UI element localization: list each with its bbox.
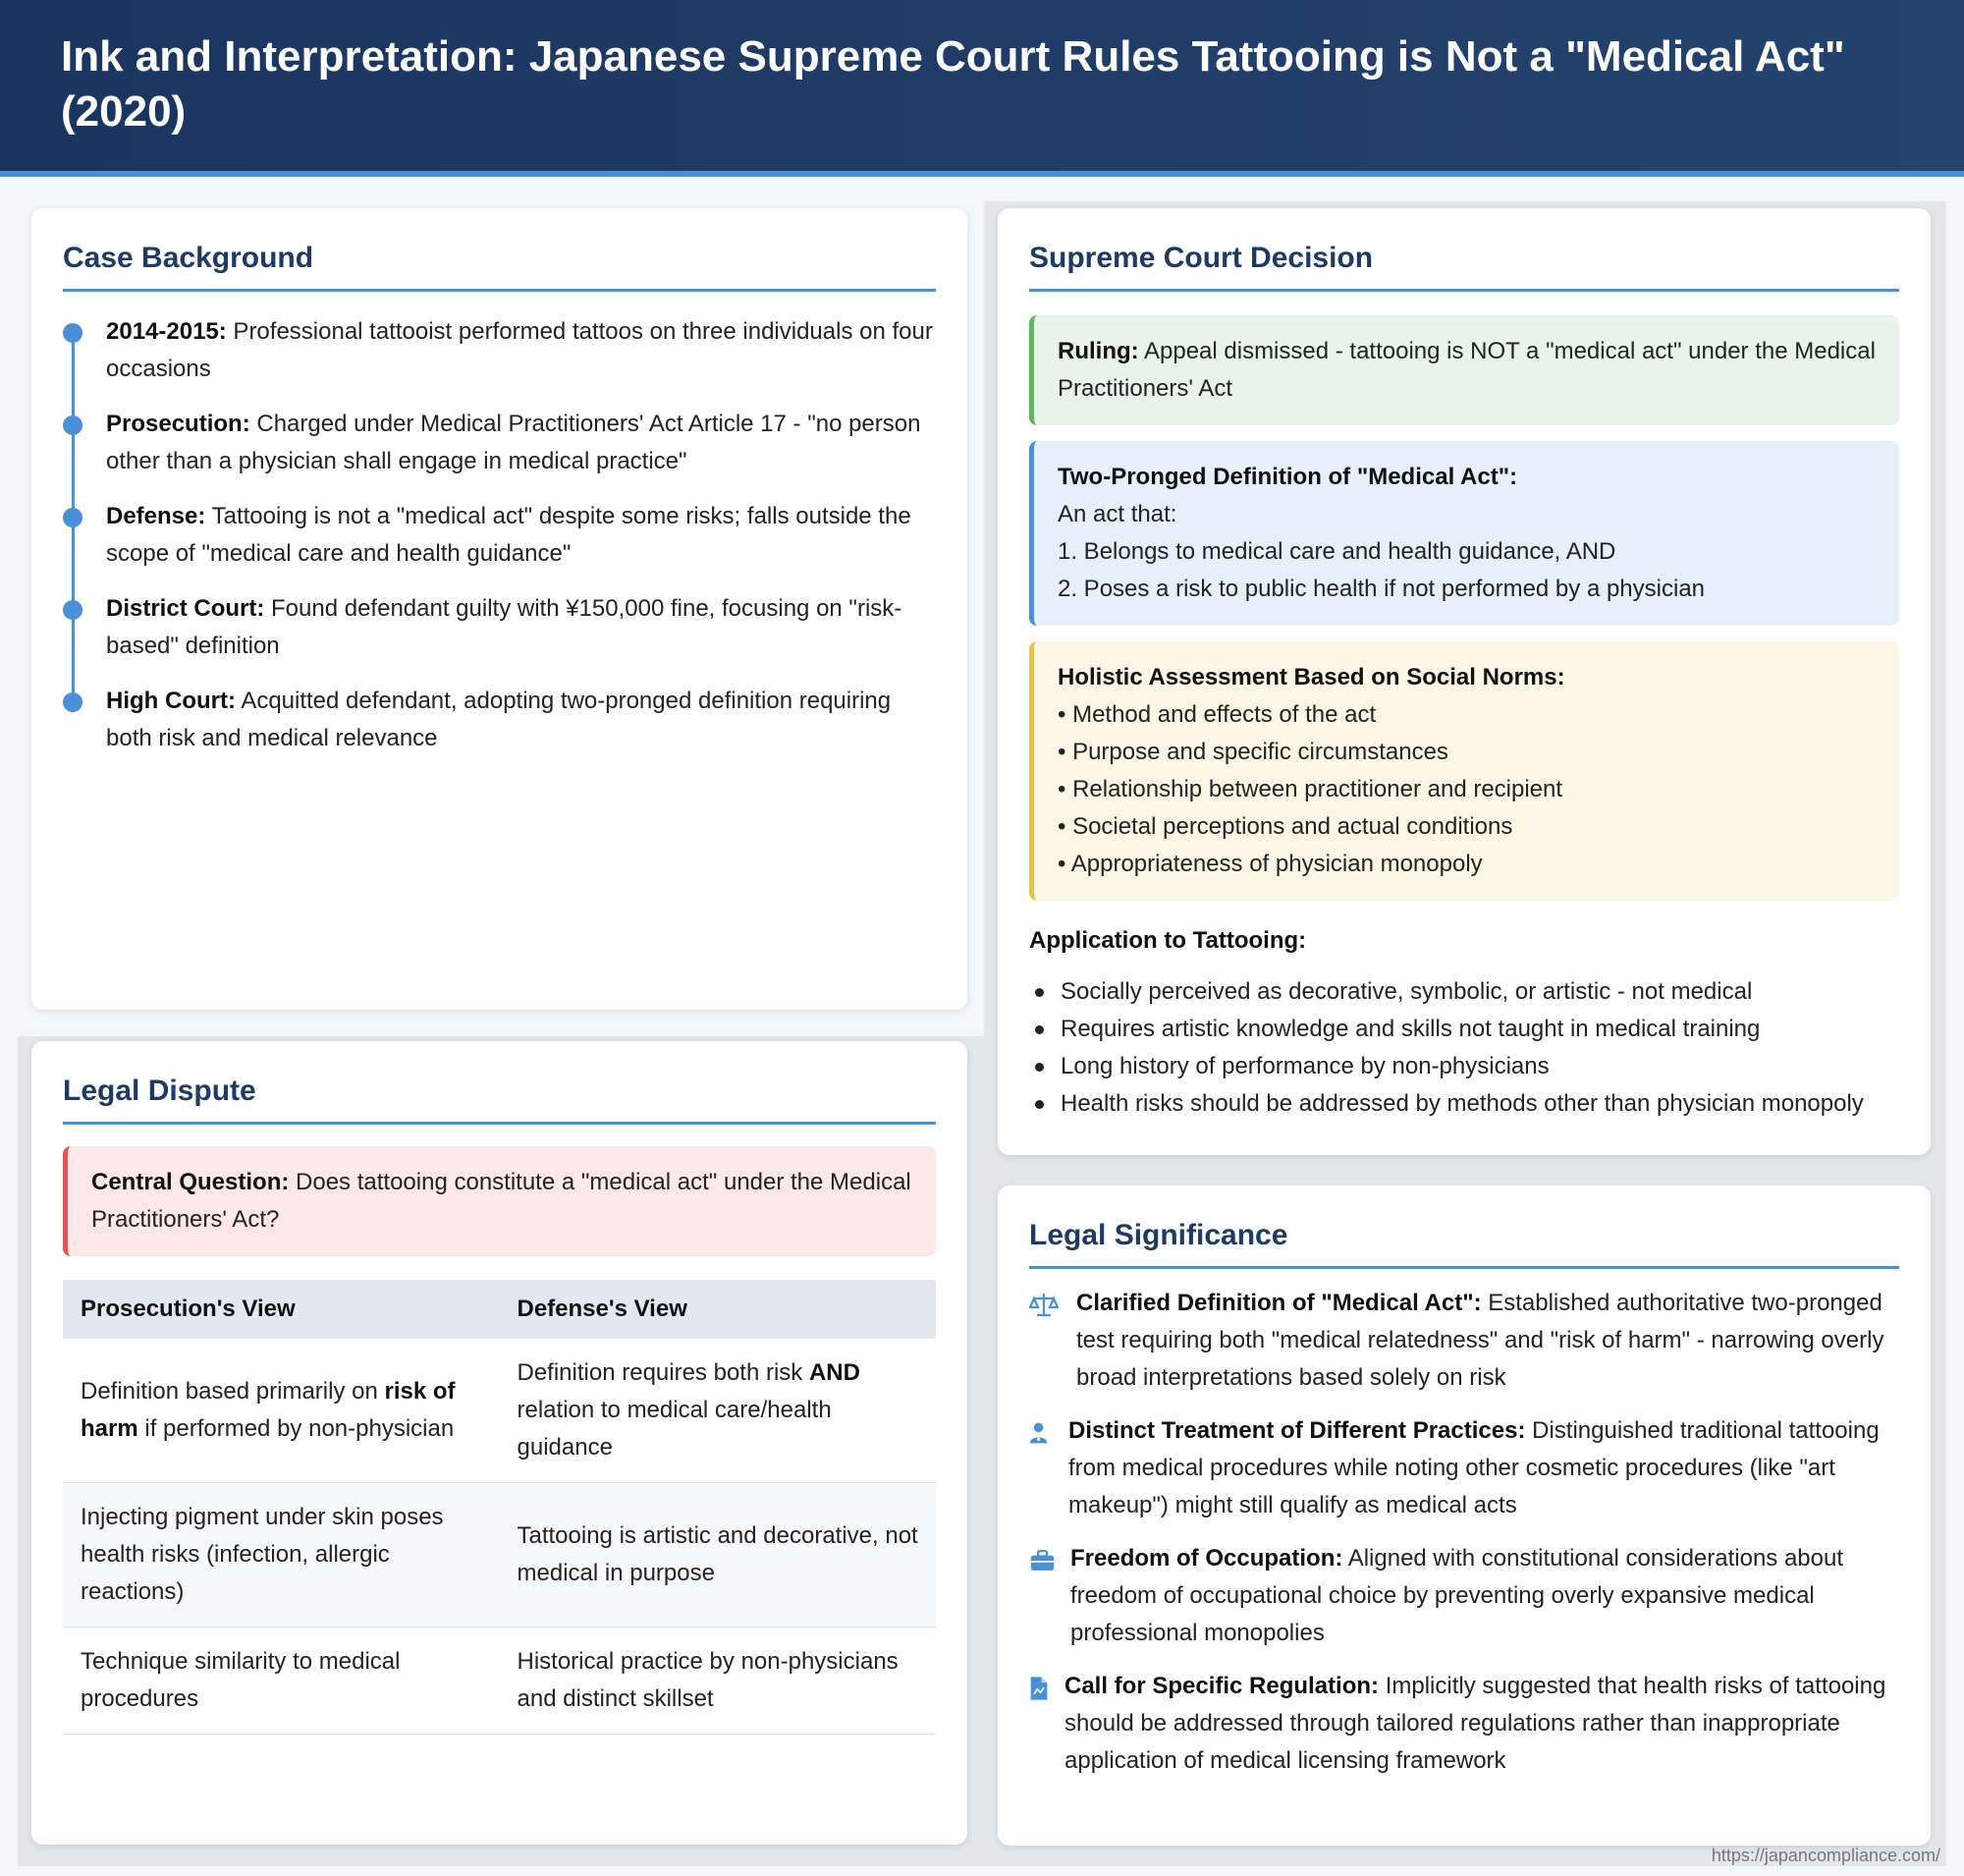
legal-dispute-card <box>31 1041 967 1845</box>
timeline-dot <box>63 600 82 620</box>
timeline-item <box>63 498 936 573</box>
user-doctor-icon <box>1029 1418 1053 1448</box>
significance-text: Aligned with constitutional considerations about freedom of occupational choice by preventing overly expansive medical professional monopolies <box>1070 1545 1844 1646</box>
significance-item <box>1029 1540 1899 1652</box>
prosecution-cell: Definition based primarily on risk of harm if performed by non-physician <box>63 1339 500 1483</box>
table-row <box>63 1483 936 1628</box>
definition-line: 2. Poses a risk to public health if not performed by a physician <box>1058 576 1706 602</box>
timeline-item <box>63 590 936 665</box>
timeline-text: Tattooing is not a "medical act" despite some risks; falls outside the scope of "medical care and health guidance" <box>106 503 911 567</box>
definition-line: An act that: <box>1058 501 1177 527</box>
source-url[interactable]: https://japancompliance.com/ <box>1711 1846 1940 1865</box>
significance-item <box>1029 1285 1899 1397</box>
defense-cell: Tattooing is artistic and decorative, not medical in purpose <box>500 1483 937 1628</box>
decision-card <box>998 208 1931 1155</box>
timeline-label: High Court: <box>106 688 236 714</box>
significance-label: Freedom of Occupation: <box>1070 1545 1343 1572</box>
significance-text: Implicitly suggested that health risks of tattooing should be addressed through tailored regulations rather than inappropriate application of medical licensing framework <box>1064 1673 1886 1774</box>
balance-scale-icon <box>1029 1291 1059 1320</box>
definition-title: Two-Pronged Definition of "Medical Act": <box>1058 464 1518 490</box>
timeline-label: Prosecution: <box>106 411 250 437</box>
central-question-label: Central Question: <box>91 1169 290 1195</box>
timeline-label: Defense: <box>106 503 206 529</box>
holistic-item: • Appropriateness of physician monopoly <box>1058 851 1483 877</box>
prosecution-header: Prosecution's View <box>63 1280 500 1339</box>
page-title: Ink and Interpretation: Japanese Supreme Court Rules Tattooing is Not a "Medical Act" (2020) <box>61 32 1845 136</box>
significance-label: Clarified Definition of "Medical Act": <box>1076 1290 1482 1316</box>
holistic-item: • Purpose and specific circumstances <box>1058 739 1448 765</box>
timeline-dot <box>63 323 82 343</box>
case-background-title: Case Background <box>63 208 936 292</box>
timeline-label: 2014-2015: <box>106 318 227 345</box>
timeline-text: Acquitted defendant, adopting two-pronged definition requiring both risk and medical relevance <box>106 688 892 751</box>
legal-dispute-title: Legal Dispute <box>63 1041 936 1125</box>
timeline-dot <box>63 692 82 712</box>
timeline-dot <box>63 508 82 527</box>
prosecution-cell: Technique similarity to medical procedures <box>63 1628 500 1735</box>
application-list <box>1029 973 1899 1123</box>
definition-line: 1. Belongs to medical care and health guidance, AND <box>1058 538 1616 565</box>
timeline-item <box>63 683 936 757</box>
defense-cell: Definition requires both risk AND relation to medical care/health guidance <box>500 1339 937 1483</box>
table-row <box>63 1628 936 1735</box>
document-icon <box>1029 1674 1049 1703</box>
list-item: Requires artistic knowledge and skills not taught in medical training <box>1029 1011 1899 1048</box>
briefcase-icon <box>1029 1546 1056 1575</box>
prosecution-cell: Injecting pigment under skin poses health risks (infection, allergic reactions) <box>63 1483 500 1628</box>
timeline-text: Professional tattooist performed tattoos on three individuals on four occasions <box>106 318 933 382</box>
decision-title: Supreme Court Decision <box>1029 208 1899 292</box>
significance-card <box>998 1186 1931 1846</box>
timeline-dot <box>63 415 82 435</box>
significance-title: Legal Significance <box>1029 1186 1899 1269</box>
significance-item <box>1029 1668 1899 1780</box>
central-question-text: Does tattooing constitute a "medical act" under the Medical Practitioners' Act? <box>91 1169 911 1233</box>
significance-label: Distinct Treatment of Different Practices: <box>1068 1417 1526 1444</box>
page-header <box>0 0 1964 177</box>
list-item: Socially perceived as decorative, symbolic, or artistic - not medical <box>1029 973 1899 1011</box>
timeline-item <box>63 406 936 480</box>
list-item: Long history of performance by non-physicians <box>1029 1048 1899 1085</box>
application-title: Application to Tattooing: <box>1029 927 1307 954</box>
ruling-text: Appeal dismissed - tattooing is NOT a "medical act" under the Medical Practitioners' Act <box>1058 338 1876 402</box>
significance-item <box>1029 1412 1899 1524</box>
timeline-label: District Court: <box>106 595 265 622</box>
holistic-item: • Method and effects of the act <box>1058 701 1377 728</box>
ruling-box <box>1029 315 1899 425</box>
list-item: Health risks should be addressed by methods other than physician monopoly <box>1029 1085 1899 1123</box>
definition-box <box>1029 441 1899 626</box>
significance-text: Distinguished traditional tattooing from medical procedures while noting other cosmetic procedures (like "art makeup") might still qualify as medical acts <box>1068 1417 1880 1518</box>
significance-text: Established authoritative two-pronged test requiring both "medical relatedness" and "risk of harm" - narrowing overly broad interpretations based solely on risk <box>1076 1290 1884 1391</box>
holistic-box <box>1029 641 1899 901</box>
central-question-box <box>63 1146 936 1256</box>
holistic-item: • Relationship between practitioner and recipient <box>1058 776 1563 802</box>
table-row <box>63 1339 936 1483</box>
ruling-label: Ruling: <box>1058 338 1139 364</box>
defense-cell: Historical practice by non-physicians and distinct skillset <box>500 1628 937 1735</box>
timeline-text: Charged under Medical Practitioners' Act Article 17 - "no person other than a physician shall engage in medical practice" <box>106 411 921 474</box>
timeline-item <box>63 313 936 388</box>
timeline <box>63 313 936 757</box>
significance-label: Call for Specific Regulation: <box>1064 1673 1380 1699</box>
case-background-card <box>31 208 967 1010</box>
holistic-title: Holistic Assessment Based on Social Norms: <box>1058 664 1565 690</box>
timeline-text: Found defendant guilty with ¥150,000 fine, focusing on "risk-based" definition <box>106 595 902 659</box>
holistic-item: • Societal perceptions and actual conditions <box>1058 813 1513 840</box>
defense-header: Defense's View <box>500 1280 937 1339</box>
views-table <box>63 1280 936 1735</box>
